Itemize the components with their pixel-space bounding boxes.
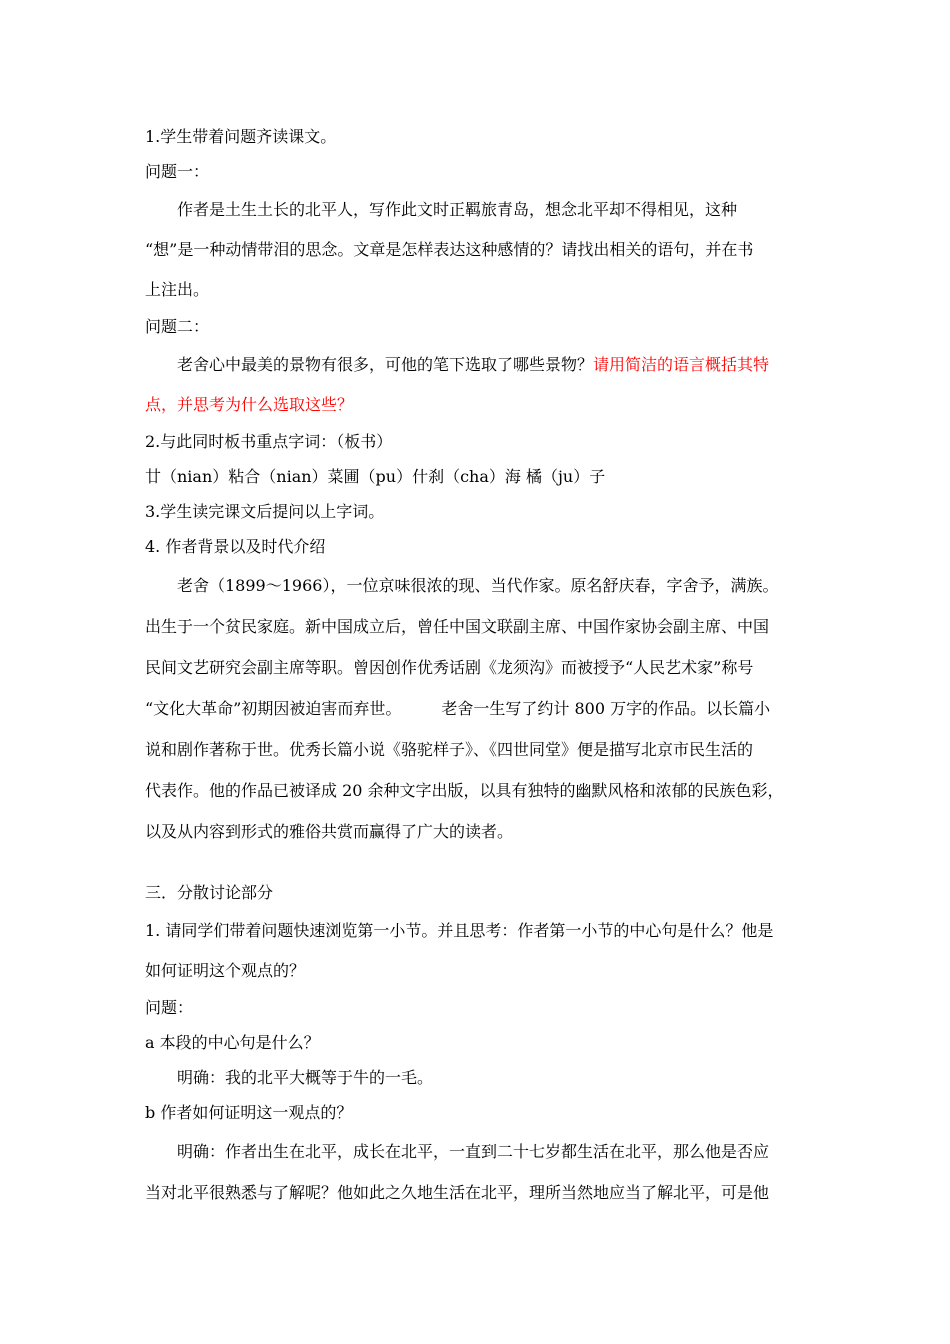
paragraph-line: 以及从内容到形式的雅俗共赏而赢得了广大的读者。 (145, 822, 514, 841)
answer-line: 当对北平很熟悉与了解呢？他如此之久地生活在北平，理所当然地应当了解北平，可是他 (145, 1183, 770, 1202)
paragraph-line: 作者是土生土长的北平人，写作此文时正羁旅青岛，想念北平却不得相见，这种 (177, 200, 738, 219)
paragraph-line: “想”是一种动情带泪的思念。文章是怎样表达这种感情的？请找出相关的语句，并在书 (145, 240, 754, 259)
paragraph-line: 1. 请同学们带着问题快速浏览第一小节。并且思考：作者第一小节的中心句是什么？他是 (145, 921, 774, 940)
highlighted-text: 点，并思考为什么选取这些？ (145, 395, 354, 414)
paragraph-text: 老舍心中最美的景物有很多，可他的笔下选取了哪些景物？ (177, 355, 594, 374)
document-body (145, 122, 810, 1215)
section-heading: 1.学生带着问题齐读课文。 (145, 127, 337, 146)
paragraph-text: 老舍一生写了约计 800 万字的作品。以长篇小 (441, 699, 771, 718)
question-item: a 本段的中心句是什么？ (145, 1033, 320, 1052)
paragraph-line (145, 347, 810, 387)
section-heading: 3.学生读完课文后提问以上字词。 (145, 502, 385, 521)
question-label: 问题一： (145, 162, 210, 181)
question-label: 问题二： (145, 317, 210, 336)
paragraph-line: 民间文艺研究会副主席等职。曾因创作优秀话剧《龙须沟》而被授予“人民艺术家”称号 (145, 658, 754, 677)
section-heading: 4. 作者背景以及时代介绍 (145, 537, 326, 556)
paragraph-line: 代表作。他的作品已被译成 20 余种文字出版，以具有独特的幽默风格和浓郁的民族色彩， (145, 781, 784, 800)
section-heading: 三．分散讨论部分 (145, 883, 274, 902)
paragraph-line: 出生于一个贫民家庭。新中国成立后，曾任中国文联副主席、中国作家协会副主席、中国 (145, 617, 770, 636)
vocabulary-line: 廿（nian）粘合（nian）菜圃（pu）什刹（cha）海 橘（ju）子 (145, 467, 606, 486)
question-label: 问题： (145, 998, 194, 1017)
paragraph-line: 如何证明这个观点的？ (145, 961, 306, 980)
answer-line: 明确：作者出生在北平，成长在北平，一直到二十七岁都生活在北平，那么他是否应 (177, 1142, 770, 1161)
paragraph-text: “文化大革命”初期因被迫害而弃世。 (145, 699, 402, 718)
section-heading: 2.与此同时板书重点字词：（板书） (145, 432, 393, 451)
highlighted-text: 请用简洁的语言概括其特 (593, 355, 770, 374)
paragraph-line: 老舍（1899～1966），一位京味很浓的现、当代作家。原名舒庆春，字舍予，满族。 (177, 576, 779, 595)
paragraph-line: 上注出。 (145, 280, 210, 299)
paragraph-line (145, 690, 810, 731)
paragraph-line: 说和剧作著称于世。优秀长篇小说《骆驼样子》、《四世同堂》便是描写北京市民生活的 (145, 740, 754, 759)
question-item: b 作者如何证明这一观点的？ (145, 1103, 353, 1122)
answer-line: 明确：我的北平大概等于牛的一毛。 (177, 1068, 434, 1087)
